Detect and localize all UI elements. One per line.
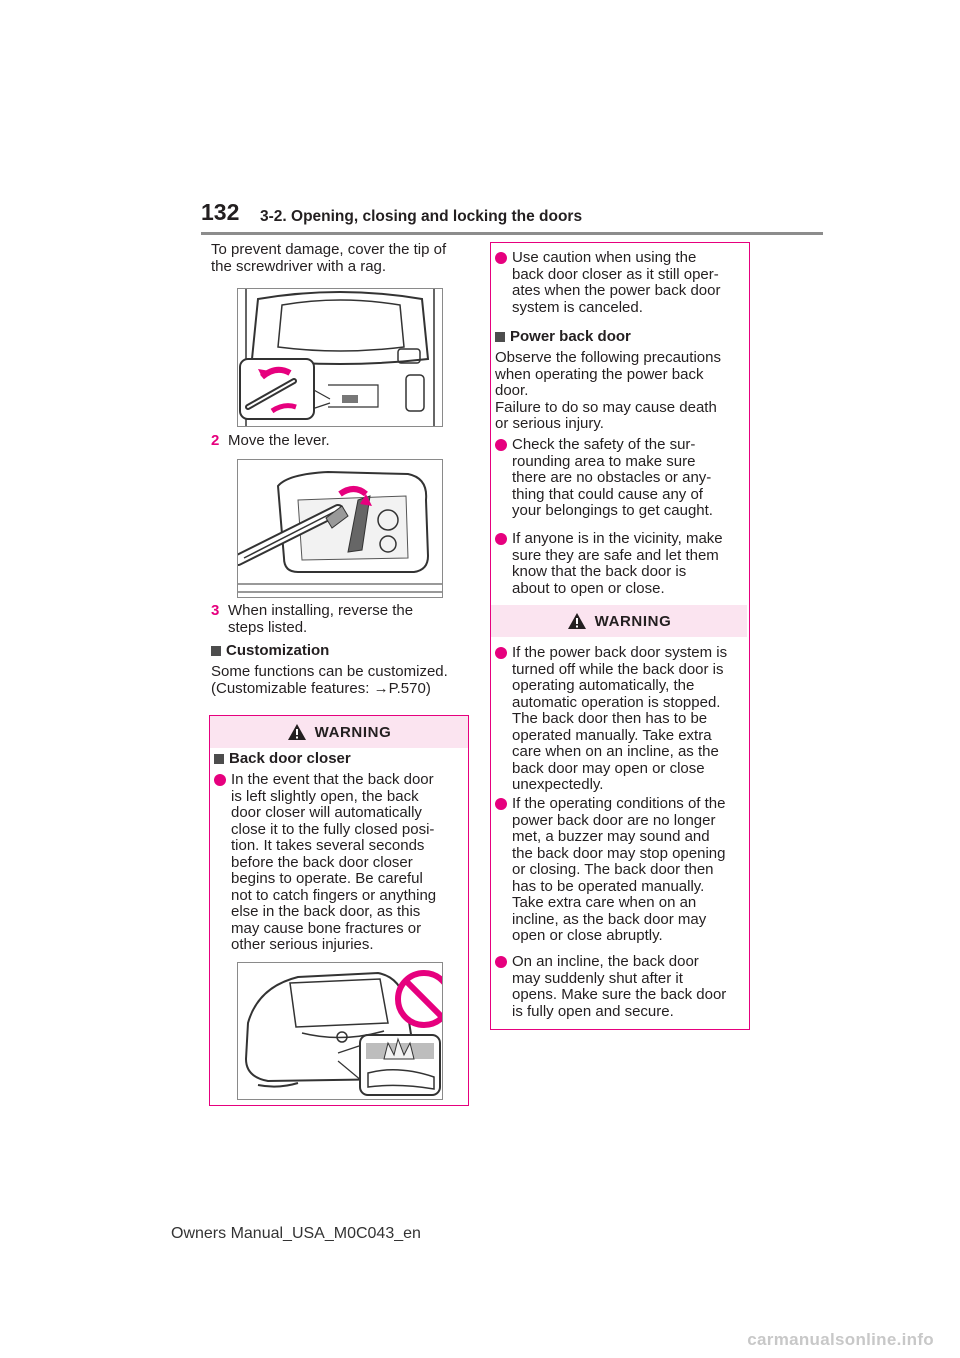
- watermark: carmanualsonline.info: [747, 1330, 934, 1349]
- bullet-dot-icon: [214, 774, 226, 786]
- bullet-dot-icon: [495, 252, 507, 264]
- warning-header: WARNING: [210, 716, 468, 748]
- section-title: 3-2. Opening, closing and locking the doors: [260, 208, 583, 225]
- bullet-system-turned-off: If the power back door system is turned off while the back door is operating automatically, the automatic operation is stopped. The back door then has to be operated manually. Take extra care when on an incline, as the back door may open or close unexpectedly.: [495, 645, 745, 794]
- bullet-dot-icon: [495, 798, 507, 810]
- header-rule: [201, 232, 823, 235]
- warning-header-power-door: WARNING: [491, 605, 747, 637]
- back-door-closer-heading: Back door closer: [214, 750, 351, 767]
- figure-move-lever: [237, 459, 443, 598]
- lever-illustration: [238, 460, 442, 597]
- bullet-operating-conditions: If the operating conditions of the power back door are no longer met, a buzzer may sound and the back door may stop opening or closing. The back door then has to be operated manually. Take extra care when on an incline, as the back door may open or close abruptly.: [495, 796, 745, 945]
- square-bullet-icon: [495, 332, 505, 342]
- bullet-incline-shut: On an incline, the back door may suddenly shut after it opens. Make sure the back door is fully open and secure.: [495, 954, 745, 1020]
- step-2: 2 Move the lever.: [211, 432, 330, 449]
- bullet-dot-icon: [495, 533, 507, 545]
- customization-heading: Customization: [211, 642, 329, 659]
- power-back-door-text: Observe the following precautions when operating the power back door. Failure to do so may cause death or serious injury.: [495, 349, 721, 432]
- step-3: 3 When installing, reverse the steps listed.: [211, 602, 414, 636]
- back-door-trim-illustration: [238, 289, 442, 426]
- car-rear-illustration: [238, 963, 442, 1099]
- bullet-check-safety: Check the safety of the sur- rounding area to make sure there are no obstacles or any- thing that could cause any of your belongings to get caught.: [495, 437, 745, 520]
- bullet-caution-closer: Use caution when using the back door closer as it still oper- ates when the power back door system is canceled.: [495, 250, 745, 316]
- power-back-door-heading: Power back door: [495, 328, 631, 345]
- warning-triangle-icon: [567, 612, 587, 630]
- bullet-dot-icon: [495, 647, 507, 659]
- intro-paragraph: To prevent damage, cover the tip of the screwdriver with a rag.: [211, 241, 447, 275]
- footer-manual-id: Owners Manual_USA_M0C043_en: [171, 1225, 421, 1242]
- figure-finger-caught-warning: [237, 962, 443, 1100]
- warning-triangle-icon: [287, 723, 307, 741]
- square-bullet-icon: [214, 754, 224, 764]
- bullet-anyone-vicinity: If anyone is in the vicinity, make sure they are safe and let them know that the back door is about to open or close.: [495, 531, 745, 597]
- bullet-dot-icon: [495, 956, 507, 968]
- square-bullet-icon: [211, 646, 221, 656]
- bullet-dot-icon: [495, 439, 507, 451]
- customization-text: Some functions can be customized. (Customizable features: →P.570): [211, 663, 448, 697]
- page-number: 132: [201, 199, 240, 225]
- figure-screwdriver-cover: [237, 288, 443, 427]
- bullet-back-door-closer: In the event that the back door is left slightly open, the back door closer will automatically close it to the fully closed posi- tion. It takes several seconds before the back door closer begins to operate. Be careful not to catch fingers or anything else in the back door, as this may cause bone fractures or other serious injuries.: [214, 772, 464, 954]
